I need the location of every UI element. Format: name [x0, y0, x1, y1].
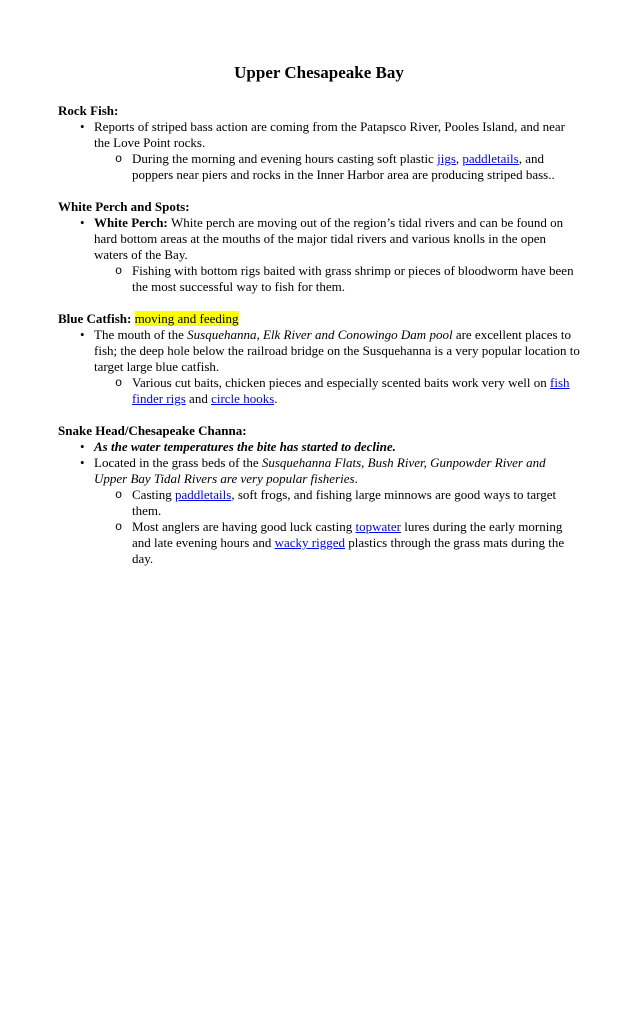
highlighted-text: moving and feeding	[134, 311, 239, 326]
text-run: .	[354, 471, 358, 486]
bullet-item	[58, 263, 580, 295]
bullet-item	[58, 455, 580, 487]
text-run: Located in the grass beds of the	[94, 455, 262, 470]
bullet-marker: •	[80, 439, 85, 454]
bullet-text	[94, 455, 546, 486]
text-run: Various cut baits, chicken pieces and especially scented baits work very well on	[132, 375, 551, 390]
text-run: Snake Head/Chesapeake Channa:	[58, 423, 247, 438]
text-run: Casting	[132, 487, 175, 502]
section-heading	[58, 103, 580, 119]
link-fish-finder-rigs[interactable]: fish finder rigs	[132, 375, 570, 406]
text-run: and	[185, 391, 212, 406]
bullet-marker: o	[115, 152, 123, 166]
bullet-marker: •	[80, 455, 85, 470]
section-snake-head-chesapeake-channa	[58, 423, 580, 567]
text-run: plastics through the grass mats during the day.	[132, 535, 565, 566]
link-wacky-rigged[interactable]: wacky rigged	[274, 535, 345, 550]
bullet-marker: o	[115, 520, 123, 534]
text-run: .	[274, 391, 278, 406]
text-run: Blue Catfish:	[58, 311, 135, 326]
text-run: Rock Fish:	[58, 103, 119, 118]
bullet-item	[58, 151, 580, 183]
bullet-text	[132, 487, 556, 518]
text-run: , and poppers near piers and rocks in the Inner Harbor area are producing striped bass..	[132, 151, 555, 182]
bullet-marker: o	[115, 488, 123, 502]
bullet-text	[94, 327, 580, 374]
bullet-text	[94, 439, 396, 454]
text-run: Reports of striped bass action are coming from the Patapsco River, Pooles Island, and near the Love Point rocks.	[94, 119, 565, 150]
bullet-text	[132, 519, 564, 566]
section-heading	[58, 423, 580, 439]
bullet-item	[58, 215, 580, 263]
section-heading	[58, 199, 580, 215]
bullet-text	[132, 151, 555, 182]
bullet-marker: •	[80, 215, 85, 230]
document-body	[58, 103, 580, 567]
text-run: Fishing with bottom rigs baited with grass shrimp or pieces of bloodworm have been the most successful way to fish for them.	[132, 263, 574, 294]
link-circle-hooks[interactable]: circle hooks	[211, 391, 275, 406]
text-run: are excellent places to fish; the deep hole below the railroad bridge on the Susquehanna is a very popular location to target large blue catfish.	[94, 327, 580, 374]
section-blue-catfish	[58, 311, 580, 407]
bullet-item	[58, 327, 580, 375]
bullet-item	[58, 439, 580, 455]
link-paddletails[interactable]: paddletails	[174, 487, 232, 502]
text-run: Susquehanna, Elk River and Conowingo Dam pool	[187, 327, 453, 342]
section-rock-fish	[58, 103, 580, 183]
bullet-item	[58, 487, 580, 519]
bullet-item	[58, 375, 580, 407]
bullet-text	[132, 375, 570, 406]
text-run: Most anglers are having good luck casting	[132, 519, 356, 534]
link-paddletails[interactable]: paddletails	[462, 151, 519, 166]
text-run: Susquehanna Flats, Bush River, Gunpowder River and Upper Bay Tidal Rivers are very popular fisheries	[94, 455, 546, 486]
text-run: ,	[455, 151, 463, 166]
bullet-text	[94, 119, 565, 150]
bullet-text	[94, 215, 563, 262]
text-run: White Perch:	[94, 215, 172, 230]
document-title: Upper Chesapeake Bay	[234, 63, 404, 82]
text-run: The mouth of the	[94, 327, 188, 342]
bullet-marker: o	[115, 264, 123, 278]
bullet-marker: •	[80, 327, 85, 342]
text-run: During the morning and evening hours casting soft plastic	[132, 151, 438, 166]
bullet-item	[58, 119, 580, 151]
link-topwater[interactable]: topwater	[355, 519, 401, 534]
section-heading	[58, 311, 580, 327]
section-white-perch-and-spots	[58, 199, 580, 295]
link-jigs[interactable]: jigs	[437, 151, 456, 166]
text-run: , soft frogs, and fishing large minnows are good ways to target them.	[132, 487, 557, 518]
text-run: lures during the early morning and late evening hours and	[132, 519, 563, 550]
bullet-marker: •	[80, 119, 85, 134]
text-run: White Perch and Spots:	[58, 199, 190, 214]
text-run: As the water temperatures the bite has started to decline.	[94, 439, 396, 454]
bullet-item	[58, 519, 580, 567]
text-run: White perch are moving out of the region’s tidal rivers and can be found on hard bottom areas at the mouths of the major tidal rivers and various knolls in the open waters of the Bay.	[94, 215, 564, 262]
bullet-text	[132, 263, 574, 294]
bullet-marker: o	[115, 376, 123, 390]
